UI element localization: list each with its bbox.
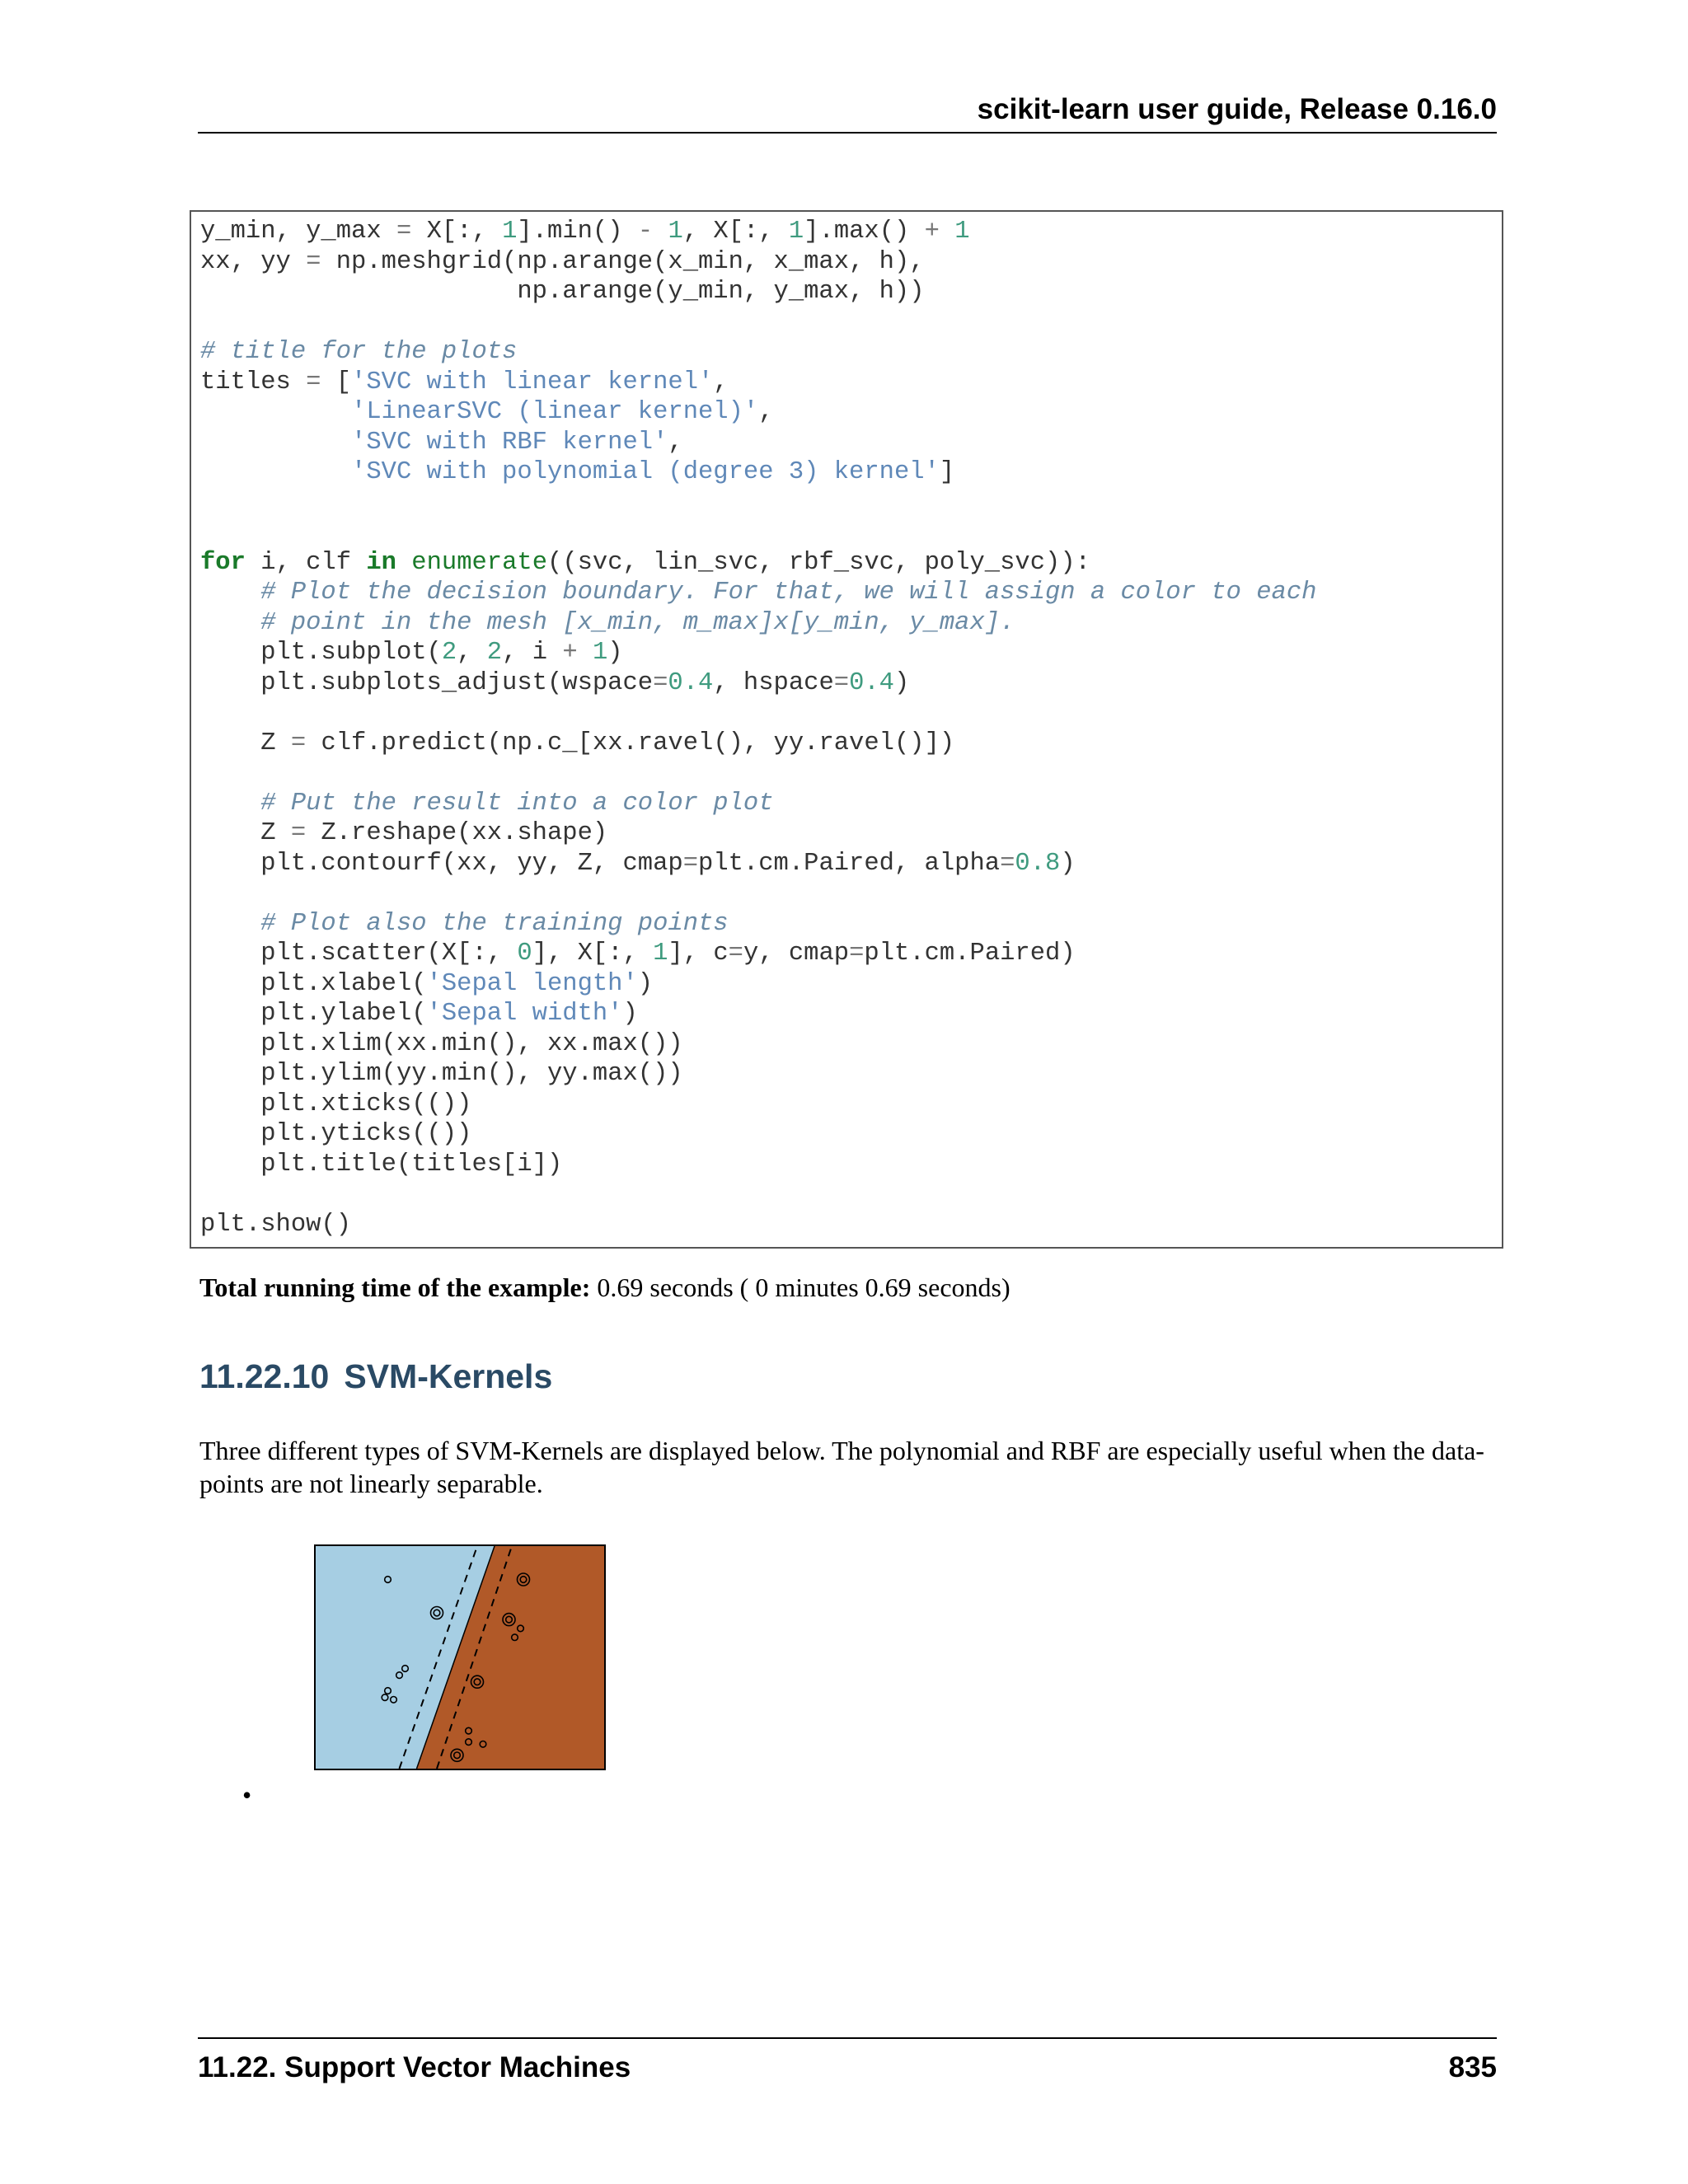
code-token: plt.ylim(yy.: [200, 1060, 442, 1088]
code-token: y, cmap: [743, 940, 850, 968]
code-token: ,: [713, 368, 729, 396]
code-token: =: [682, 849, 699, 878]
code-line: [200, 248, 925, 276]
code-token: ,: [457, 639, 487, 667]
code-token: =: [290, 729, 307, 757]
code-token: ], X[:,: [532, 940, 654, 968]
code-token: =: [290, 819, 307, 847]
code-block: [190, 210, 1503, 1249]
code-line: [200, 1000, 638, 1028]
code-token: ): [622, 1000, 638, 1028]
code-token: 0: [517, 940, 532, 968]
code-token: ], c: [668, 940, 729, 968]
code-token: # point in the mesh [x_min, m_max]x[y_min, y_max].: [260, 608, 1015, 637]
code-line: [200, 579, 1316, 607]
running-time: [199, 1271, 1010, 1304]
code-token: =: [1000, 849, 1015, 878]
code-line: [200, 1090, 471, 1118]
code-line: [200, 1211, 351, 1239]
code-token: [200, 910, 260, 938]
code-token: [578, 639, 593, 667]
code-token: 1: [668, 218, 683, 246]
code-token: ): [1060, 849, 1076, 878]
code-token: , hspace: [713, 668, 834, 697]
code-line: [200, 850, 1076, 878]
code-token: min(): [547, 218, 638, 246]
code-token: Z.reshape(xx.shape): [306, 819, 608, 847]
code-token: 2: [486, 639, 503, 667]
code-token: for: [200, 548, 246, 577]
code-token: plt.ylabel(: [200, 1000, 427, 1028]
code-token: y_min, y_max: [200, 218, 396, 246]
section-number: 11.22.10: [199, 1357, 330, 1395]
code-token: # Plot the decision boundary. For that, we will assign a color to each: [260, 579, 1317, 607]
code-token: 0.4: [849, 668, 894, 697]
code-token: [200, 579, 260, 607]
code-token: # Plot also the training points: [260, 909, 729, 938]
code-token: max(): [833, 218, 925, 246]
code-token: [: [321, 368, 352, 396]
code-token: [200, 398, 351, 426]
code-token: i, clf: [245, 548, 367, 577]
running-time-label: Total running time of the example:: [199, 1272, 591, 1302]
code-line: [200, 1151, 562, 1179]
code-token: plt.subplot(: [200, 639, 442, 667]
code-token: =: [306, 247, 321, 276]
code-token: 'Sepal width': [426, 1000, 623, 1028]
page-number: 835: [1448, 2051, 1497, 2083]
code-token: ((svc, lin_svc, rbf_svc, poly_svc)):: [547, 548, 1090, 577]
code-line: [200, 278, 925, 306]
code-text: [200, 217, 1316, 1240]
code-token: ].: [804, 218, 834, 246]
code-line: [200, 819, 607, 847]
running-title: scikit-learn user guide, Release 0.16.0: [977, 93, 1497, 125]
code-line: [200, 940, 1076, 968]
running-time-value: 0.69 seconds ( 0 minutes 0.69 seconds): [590, 1272, 1010, 1302]
code-token: 0.4: [668, 668, 714, 697]
code-token: 'SVC with polynomial (degree 3) kernel': [351, 458, 940, 486]
code-line: [200, 338, 517, 366]
section-title: SVM-Kernels: [344, 1357, 553, 1395]
code-token: plt.xlabel(: [200, 969, 427, 998]
code-token: clf.predict(np.c_[xx.ravel(), yy.ravel()]): [306, 729, 955, 757]
code-token: =: [728, 940, 743, 968]
code-token: [200, 609, 260, 637]
code-line: [200, 790, 774, 818]
code-token: [200, 458, 351, 486]
code-token: -: [637, 218, 654, 246]
code-line: [200, 970, 653, 998]
code-token: enumerate: [411, 548, 548, 577]
code-token: plt.cm.Paired): [864, 940, 1076, 968]
code-token: plt.subplots_adjust(wspace: [200, 668, 654, 697]
code-token: 'LinearSVC (linear kernel)': [351, 398, 759, 426]
code-token: X[:,: [411, 218, 503, 246]
code-token: ): [607, 639, 623, 667]
code-token: 1: [954, 218, 970, 246]
code-token: =: [653, 668, 668, 697]
code-token: xx, yy: [200, 247, 307, 276]
svm-kernel-figure: [314, 1544, 606, 1770]
code-token: 'Sepal length': [426, 969, 638, 998]
code-token: 1: [502, 218, 518, 246]
list-bullet: •: [242, 1780, 252, 1810]
code-token: +: [562, 639, 578, 667]
code-token: =: [833, 668, 850, 697]
code-token: [200, 790, 260, 818]
code-token: min(), yy.: [441, 1060, 593, 1088]
page-footer: [198, 2037, 1497, 2083]
code-line: [200, 729, 954, 757]
code-line: [200, 609, 1015, 637]
code-line: [200, 910, 729, 938]
code-token: 'SVC with RBF kernel': [351, 428, 668, 457]
code-token: max()): [592, 1029, 683, 1058]
code-token: 1: [653, 940, 668, 968]
code-token: [940, 218, 954, 246]
code-token: np.arange(y_min, y_max, h)): [200, 278, 925, 306]
code-line: [200, 669, 909, 697]
code-token: Z: [200, 819, 291, 847]
code-token: plt.title(titles[i]): [200, 1150, 563, 1179]
code-token: ,: [758, 398, 774, 426]
section-paragraph: Three different types of SVM-Kernels are displayed below. The polynomial and RBF are especially useful when the data-points are not linearly separable.: [199, 1436, 1484, 1498]
code-token: Z: [200, 729, 291, 757]
code-line: [200, 218, 970, 246]
code-token: plt.cm.Paired, alpha: [698, 849, 1001, 878]
code-token: [200, 429, 351, 457]
code-token: # title for the plots: [200, 338, 518, 366]
code-line: [200, 549, 1090, 577]
code-token: ): [637, 969, 654, 998]
code-token: in: [366, 548, 396, 577]
section-heading: [199, 1356, 552, 1397]
page-header: [198, 92, 1497, 134]
code-token: +: [924, 218, 940, 246]
code-token: 1: [788, 218, 804, 246]
code-token: # Put the result into a color plot: [260, 789, 774, 818]
code-token: plt.contourf(xx, yy, Z, cmap: [200, 849, 683, 878]
code-line: [200, 1060, 683, 1088]
code-token: =: [306, 368, 321, 396]
code-token: plt.xlim(xx.: [200, 1029, 442, 1058]
code-token: titles: [200, 368, 307, 396]
code-token: ,: [668, 428, 683, 457]
code-token: ]: [939, 458, 955, 486]
code-token: plt.show(): [200, 1210, 352, 1239]
code-token: [396, 549, 411, 577]
code-token: 'SVC with linear kernel': [351, 368, 714, 396]
code-line: [200, 368, 729, 396]
code-token: =: [396, 218, 412, 246]
code-token: , X[:,: [682, 218, 789, 246]
code-token: np.meshgrid(np.arange(x_min, x_max, h),: [321, 247, 925, 276]
footer-section: 11.22. Support Vector Machines: [198, 2051, 631, 2083]
code-line: [200, 398, 774, 426]
code-token: 0.8: [1015, 849, 1061, 878]
code-line: [200, 429, 683, 457]
code-token: plt.yticks(()): [200, 1120, 472, 1148]
code-token: plt.xticks(()): [200, 1090, 472, 1118]
code-line: [200, 458, 954, 486]
code-line: [200, 1030, 683, 1058]
code-token: ): [894, 668, 910, 697]
code-token: ].: [517, 218, 548, 246]
code-token: [653, 218, 668, 246]
code-token: min(), xx.: [441, 1029, 593, 1058]
code-line: [200, 1120, 471, 1148]
code-token: plt.scatter(X[:,: [200, 940, 518, 968]
code-token: , i: [502, 639, 563, 667]
code-line: [200, 639, 623, 667]
code-token: max()): [592, 1060, 683, 1088]
code-token: 1: [592, 639, 608, 667]
code-token: =: [849, 940, 865, 968]
code-token: 2: [441, 639, 457, 667]
